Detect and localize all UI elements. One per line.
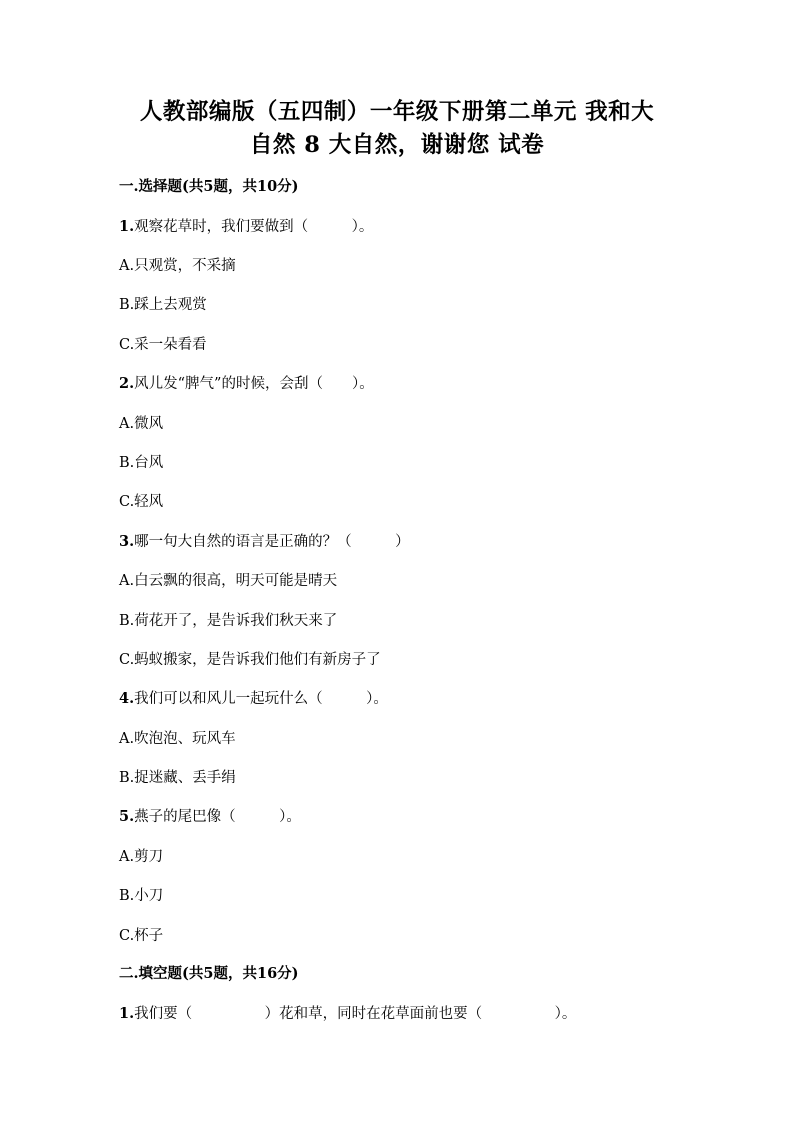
option-3b: B.荷花开了，是告诉我们秋天来了 — [119, 613, 338, 629]
fill-question-1 — [119, 1007, 576, 1022]
option-5b: B.小刀 — [119, 888, 164, 904]
question-text: 哪一句大自然的语言是正确的？（ ） — [134, 534, 410, 550]
option-4b: B.捉迷藏、丢手绢 — [119, 770, 236, 786]
question-4 — [119, 692, 388, 707]
option-5c: C.杯子 — [119, 928, 164, 944]
question-number: 3. — [119, 533, 135, 550]
question-number: 5. — [119, 808, 135, 825]
question-text: 观察花草时，我们要做到（ ）。 — [134, 219, 374, 235]
option-5a: A.剪刀 — [119, 849, 164, 865]
question-number: 4. — [119, 690, 135, 707]
page-title-line-2: 自然 8 大自然，谢谢您 试卷 — [249, 132, 545, 158]
question-1 — [119, 220, 373, 235]
section-heading-choice: 一.选择题(共5题，共10分) — [119, 178, 299, 195]
section-heading-fill: 二.填空题(共5题，共16分) — [119, 965, 299, 982]
question-text: 我们可以和风儿一起玩什么（ ）。 — [134, 691, 388, 707]
option-2b: B.台风 — [119, 455, 164, 471]
question-text: 燕子的尾巴像（ ）。 — [134, 809, 301, 825]
question-number: 1. — [119, 218, 135, 235]
question-3 — [119, 535, 410, 550]
question-number: 2. — [119, 375, 135, 392]
question-number: 1. — [119, 1005, 135, 1022]
option-2a: A.微风 — [119, 416, 164, 432]
page-title-line-1: 人教部编版（五四制）一年级下册第二单元 我和大 — [139, 99, 655, 125]
option-1b: B.踩上去观赏 — [119, 297, 207, 313]
question-text: 我们要（ ）花和草，同时在花草面前也要（ ）。 — [134, 1006, 577, 1022]
option-3c: C.蚂蚁搬家，是告诉我们他们有新房子了 — [119, 652, 381, 668]
option-1c: C.采一朵看看 — [119, 337, 207, 353]
option-3a: A.白云飘的很高，明天可能是晴天 — [119, 573, 338, 589]
question-2 — [119, 377, 374, 392]
option-2c: C.轻风 — [119, 494, 164, 510]
question-5 — [119, 810, 301, 825]
question-text: 风儿发“脾气”的时候，会刮（ ）。 — [134, 376, 374, 392]
option-4a: A.吹泡泡、玩风车 — [119, 731, 236, 747]
option-1a: A.只观赏，不采摘 — [119, 258, 236, 274]
